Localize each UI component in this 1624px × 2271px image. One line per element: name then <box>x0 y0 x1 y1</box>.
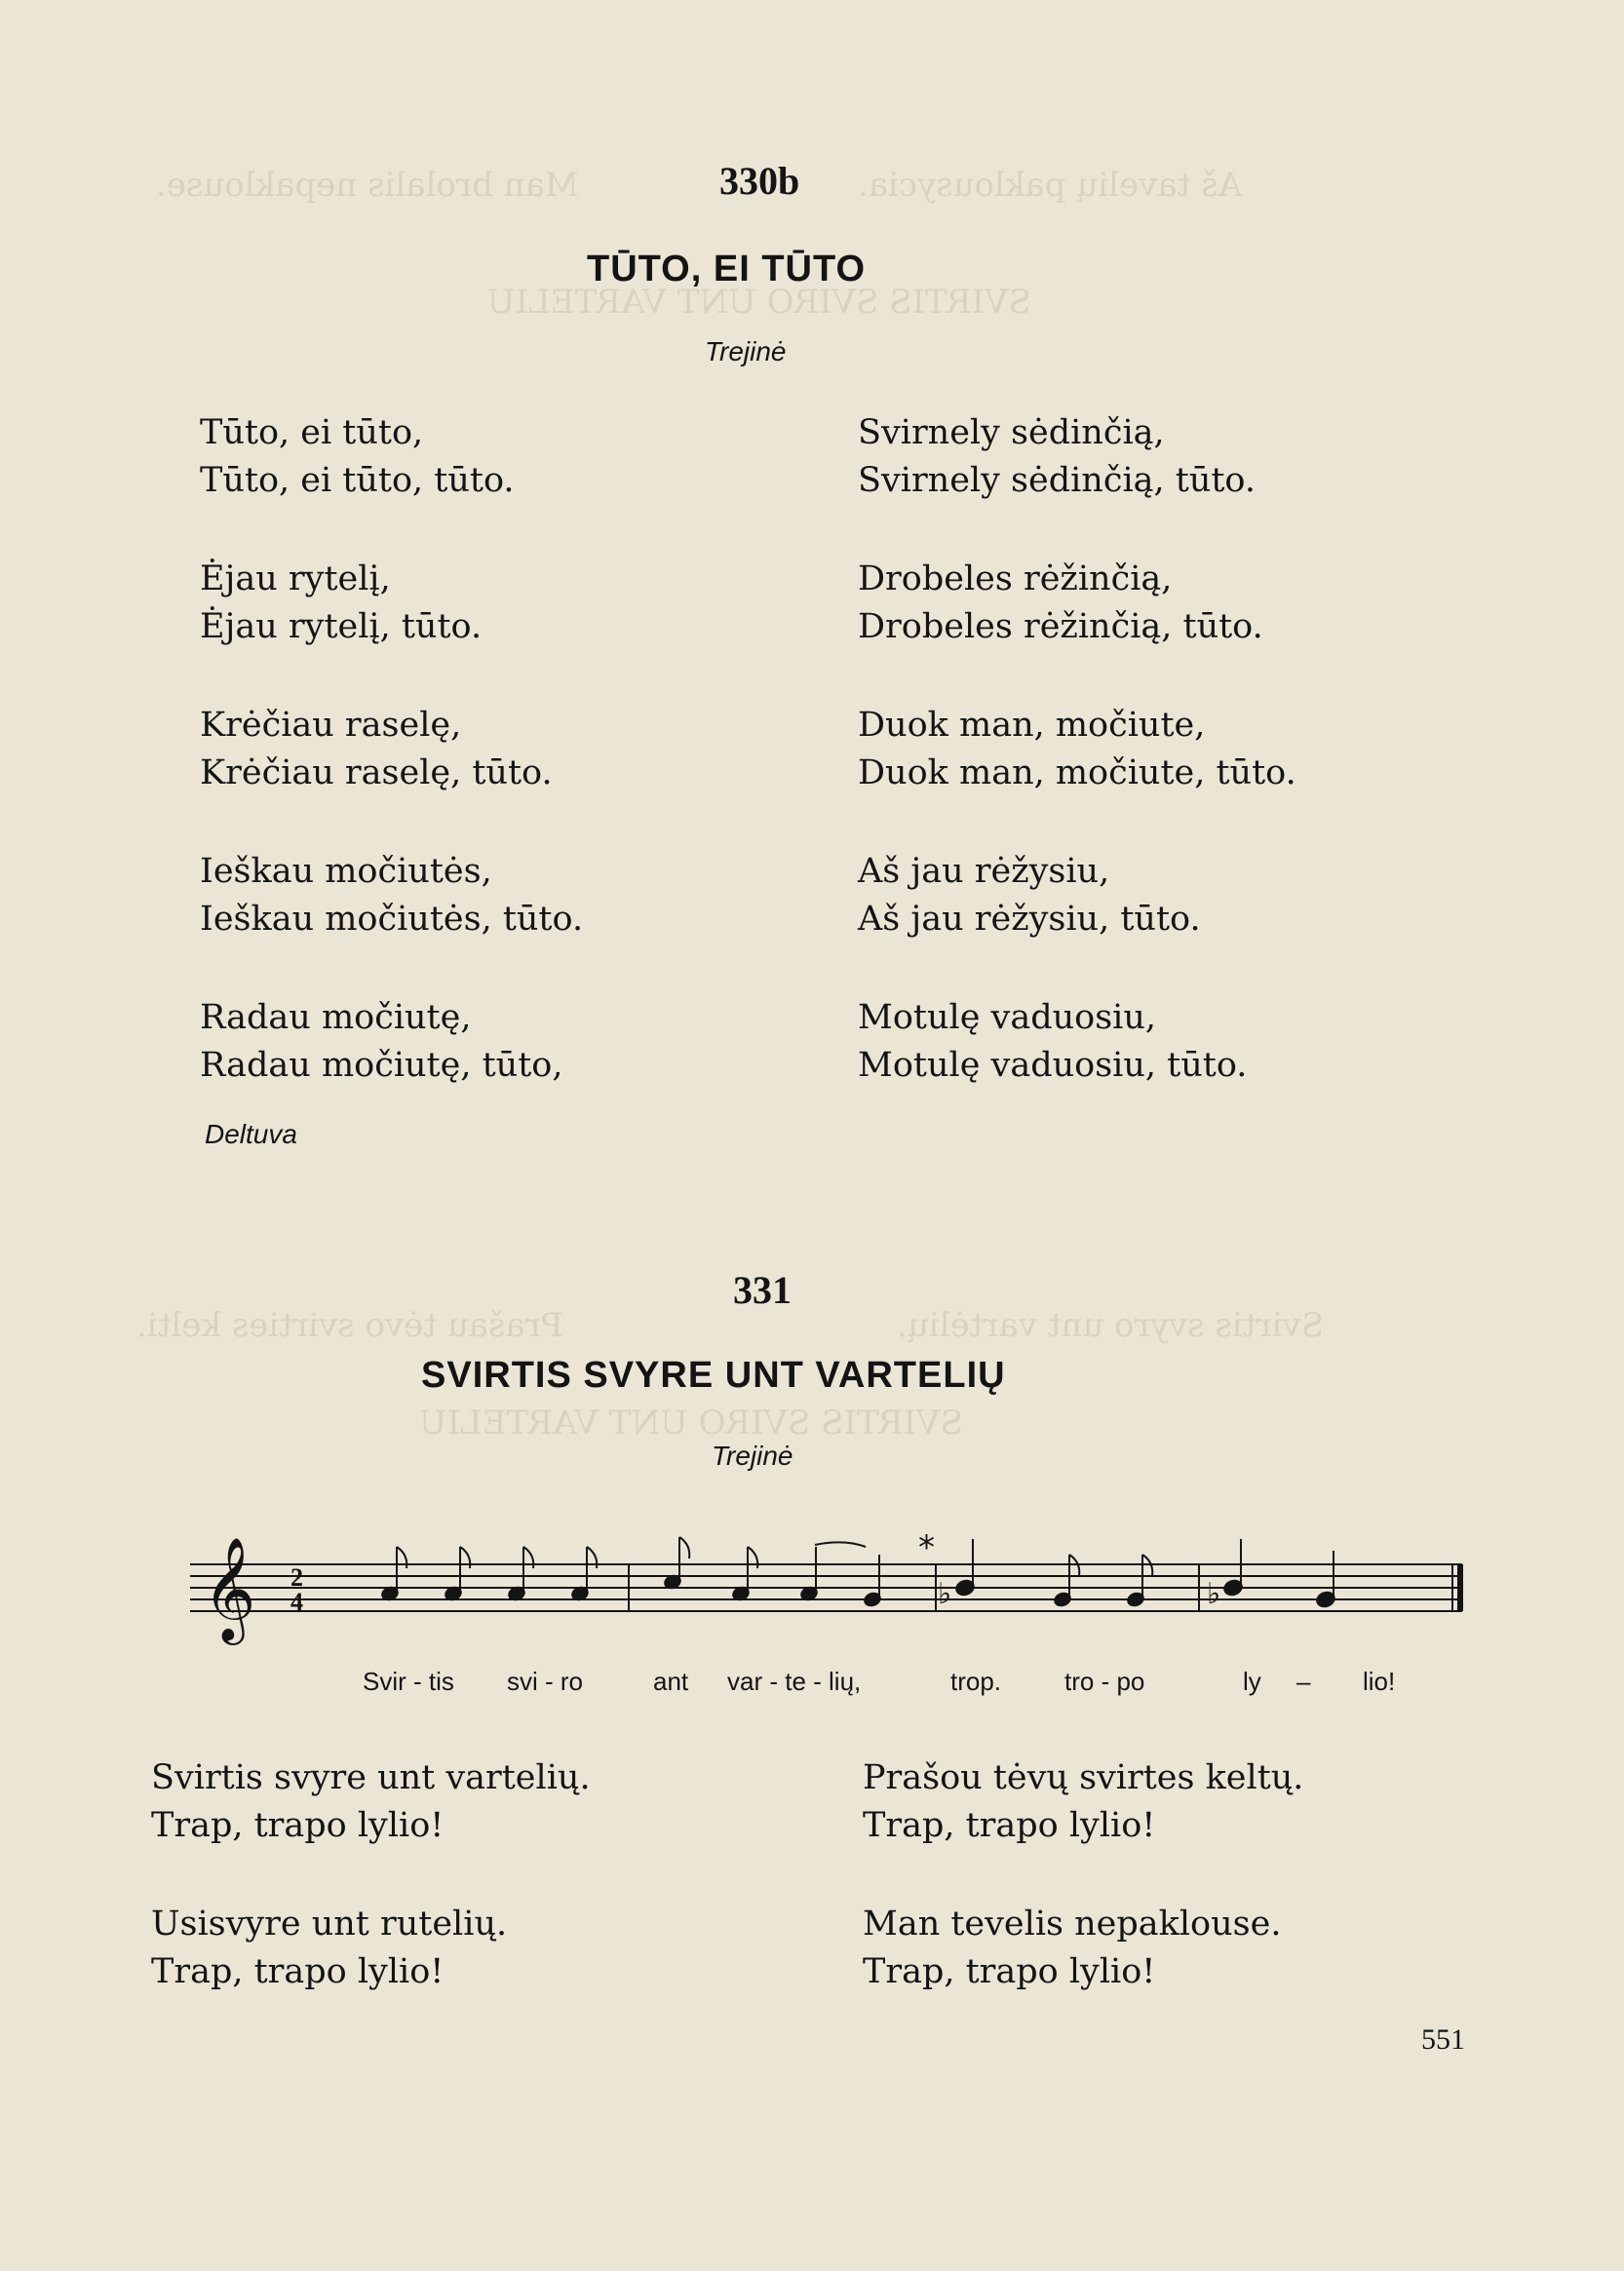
bleed-through-text: Prašau tėvo svirties kelti. <box>136 1306 563 1345</box>
stanza <box>858 409 1256 505</box>
song-subtitle: Trejinė <box>712 1441 793 1471</box>
stanza <box>200 409 515 505</box>
verse-line: Ėjau rytelį, <box>200 559 391 598</box>
asterisk-mark: * <box>918 1528 935 1567</box>
verse-line: Trap, trapo lylio! <box>151 1952 445 1991</box>
verse-line: Svirnely sėdinčią, tūto. <box>858 461 1257 500</box>
verse-line: Man tevelis nepaklouse. <box>863 1905 1282 1944</box>
melody-lyric: svi - ro <box>507 1667 583 1696</box>
verse-line: Aš jau rėžysiu, tūto. <box>858 900 1201 939</box>
verse-line: Svirnely sėdinčią, <box>858 413 1165 452</box>
time-signature-bottom: 4 <box>290 1588 303 1616</box>
bleed-through-text: Svirtis svyro unt vartėlių. <box>897 1306 1325 1345</box>
bleed-through-text: SVIRTIS SVIRO UNT VARTELIU <box>419 1404 963 1443</box>
verse-line: Drobeles rėžinčią, <box>858 559 1173 598</box>
stanza <box>858 702 1296 797</box>
verse-line: Duok man, močiute, tūto. <box>858 753 1296 792</box>
melody-lyric: Svir - tis <box>363 1667 454 1696</box>
melody-lyric: ly <box>1243 1667 1261 1696</box>
song-title: SVIRTIS SVYRE UNT VARTELIŲ <box>421 1355 1006 1396</box>
svg-text:♭: ♭ <box>938 1577 952 1611</box>
melody-lyric: trop. <box>950 1667 1002 1696</box>
verse-line: Motulę vaduosiu, tūto. <box>858 1046 1248 1085</box>
verse-line: Prašou tėvų svirtes keltų. <box>863 1758 1304 1797</box>
verse-line: Motulę vaduosiu, <box>858 998 1157 1037</box>
song-number: 330b <box>719 159 800 203</box>
verse-line: Tūto, ei tūto, tūto. <box>200 461 515 500</box>
melody-lyric: var - te - lių, <box>727 1667 862 1696</box>
stanza <box>863 1754 1303 1850</box>
verse-line: Duok man, močiute, <box>858 706 1206 745</box>
svg-text:♭: ♭ <box>1207 1577 1221 1611</box>
song-number: 331 <box>733 1268 792 1312</box>
stanza <box>200 848 583 943</box>
stanza <box>200 556 482 651</box>
bleed-through-text: Man brolalis nepaklouse. <box>156 166 579 205</box>
verse-line: Ieškau močiutės, <box>200 852 492 891</box>
stanza <box>863 1901 1281 1996</box>
verse-line: Svirtis svyre unt vartelių. <box>151 1758 591 1797</box>
stanza <box>200 994 562 1090</box>
song-subtitle: Trejinė <box>705 336 787 366</box>
stanza <box>200 702 553 797</box>
verse-line: Tūto, ei tūto, <box>200 413 424 452</box>
verse-line: Trap, trapo lylio! <box>863 1806 1156 1845</box>
melody-lyric: – <box>1296 1667 1311 1696</box>
bleed-through-text: SVIRTIS SVIRO UNT VARTELIU <box>487 283 1031 322</box>
treble-clef-icon: 𝄞 <box>203 1536 256 1640</box>
stanza <box>858 994 1247 1090</box>
melody-lyric: lio! <box>1363 1667 1396 1696</box>
stanza <box>151 1754 591 1850</box>
song-title: TŪTO, EI TŪTO <box>587 249 867 289</box>
stanza <box>858 848 1201 943</box>
verse-line: Radau močiutę, <box>200 998 472 1037</box>
verse-line: Ieškau močiutės, tūto. <box>200 900 584 939</box>
stanza <box>151 1901 507 1996</box>
melody-lyric: tro - po <box>1064 1667 1145 1696</box>
verse-line: Drobeles rėžinčią, tūto. <box>858 607 1263 646</box>
verse-line: Aš jau rėžysiu, <box>858 852 1110 891</box>
page-number: 551 <box>1421 2023 1465 2056</box>
verse-line: Usisvyre unt rutelių. <box>151 1905 508 1944</box>
verse-line: Trap, trapo lylio! <box>151 1806 445 1845</box>
time-signature-top: 2 <box>290 1563 303 1592</box>
verse-line: Ėjau rytelį, tūto. <box>200 607 483 646</box>
verse-line: Krėčiau raselę, <box>200 706 462 745</box>
verse-line: Radau močiutę, tūto, <box>200 1046 563 1085</box>
verse-line: Trap, trapo lylio! <box>863 1952 1156 1991</box>
stanza <box>858 556 1263 651</box>
melody-lyric: ant <box>653 1667 689 1696</box>
place-of-origin: Deltuva <box>205 1119 297 1149</box>
verse-line: Krėčiau raselę, tūto. <box>200 753 553 792</box>
bleed-through-text: Aš tavelių paklousycia. <box>858 166 1243 205</box>
